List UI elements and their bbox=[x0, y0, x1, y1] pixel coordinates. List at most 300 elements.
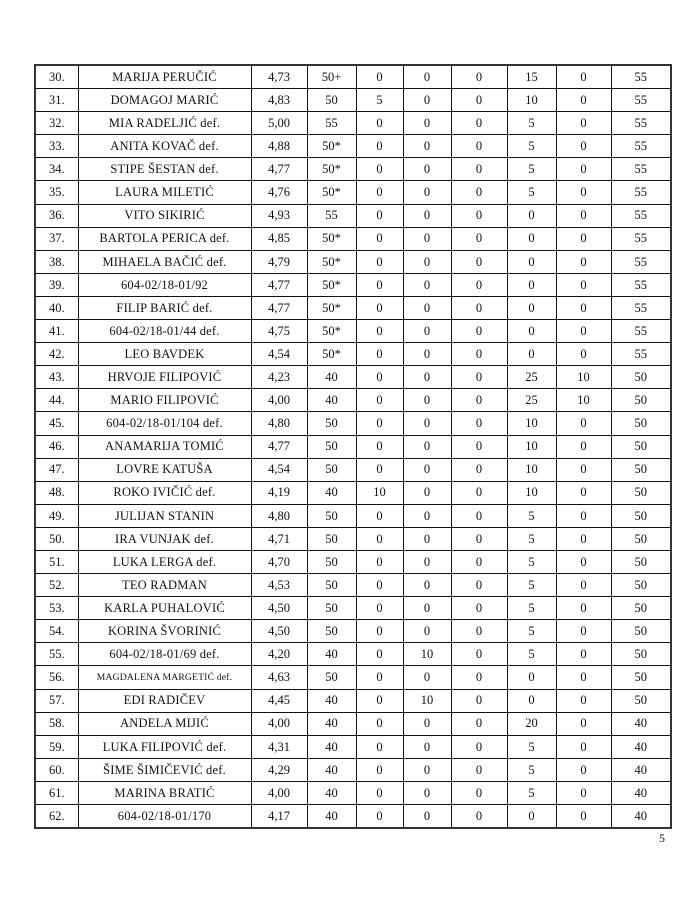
table-row bbox=[35, 481, 671, 504]
points-col1-cell: 50 bbox=[307, 597, 356, 620]
points-col6-cell: 0 bbox=[556, 343, 611, 366]
points-col4-cell: 0 bbox=[451, 689, 507, 712]
points-col3-cell: 0 bbox=[403, 758, 451, 781]
points-col3-cell: 0 bbox=[403, 112, 451, 135]
table-row bbox=[35, 758, 671, 781]
points-col2-cell: 0 bbox=[356, 504, 403, 527]
table-row bbox=[35, 620, 671, 643]
name-cell: 604-02/18-01/170 bbox=[78, 805, 251, 829]
rank-cell: 41. bbox=[35, 320, 78, 343]
points-col6-cell: 0 bbox=[556, 412, 611, 435]
total-points-cell: 40 bbox=[611, 758, 671, 781]
total-points-cell: 50 bbox=[611, 458, 671, 481]
grade-cell: 4,75 bbox=[251, 320, 307, 343]
points-col1-cell: 55 bbox=[307, 112, 356, 135]
total-points-cell: 50 bbox=[611, 527, 671, 550]
total-points-cell: 50 bbox=[611, 389, 671, 412]
points-col4-cell: 0 bbox=[451, 574, 507, 597]
name-cell: STIPE ŠESTAN def. bbox=[78, 158, 251, 181]
points-col3-cell: 0 bbox=[403, 389, 451, 412]
name-cell: MARIJA PERUČIĆ bbox=[78, 65, 251, 89]
points-col1-cell: 40 bbox=[307, 805, 356, 829]
grade-cell: 5,00 bbox=[251, 112, 307, 135]
grade-cell: 4,29 bbox=[251, 758, 307, 781]
points-col2-cell: 10 bbox=[356, 481, 403, 504]
total-points-cell: 55 bbox=[611, 158, 671, 181]
points-col5-cell: 0 bbox=[507, 204, 556, 227]
points-col2-cell: 0 bbox=[356, 412, 403, 435]
points-col6-cell: 0 bbox=[556, 458, 611, 481]
total-points-cell: 50 bbox=[611, 366, 671, 389]
points-col3-cell: 0 bbox=[403, 89, 451, 112]
points-col3-cell: 0 bbox=[403, 296, 451, 319]
grade-cell: 4,80 bbox=[251, 412, 307, 435]
points-col1-cell: 50 bbox=[307, 412, 356, 435]
total-points-cell: 40 bbox=[611, 735, 671, 758]
points-col4-cell: 0 bbox=[451, 204, 507, 227]
points-col1-cell: 50 bbox=[307, 620, 356, 643]
points-col2-cell: 0 bbox=[356, 343, 403, 366]
points-col1-cell: 50* bbox=[307, 181, 356, 204]
name-cell: LEO BAVDEK bbox=[78, 343, 251, 366]
points-col6-cell: 0 bbox=[556, 65, 611, 89]
points-col4-cell: 0 bbox=[451, 227, 507, 250]
points-col3-cell: 0 bbox=[403, 550, 451, 573]
points-col2-cell: 0 bbox=[356, 666, 403, 689]
points-col1-cell: 40 bbox=[307, 735, 356, 758]
table-row bbox=[35, 712, 671, 735]
points-col5-cell: 5 bbox=[507, 550, 556, 573]
rank-cell: 40. bbox=[35, 296, 78, 319]
points-col6-cell: 0 bbox=[556, 135, 611, 158]
points-col2-cell: 0 bbox=[356, 112, 403, 135]
points-col2-cell: 0 bbox=[356, 158, 403, 181]
total-points-cell: 50 bbox=[611, 435, 671, 458]
points-col6-cell: 0 bbox=[556, 273, 611, 296]
points-col5-cell: 5 bbox=[507, 181, 556, 204]
grade-cell: 4,85 bbox=[251, 227, 307, 250]
points-col3-cell: 0 bbox=[403, 273, 451, 296]
grade-cell: 4,80 bbox=[251, 504, 307, 527]
rank-cell: 36. bbox=[35, 204, 78, 227]
points-col2-cell: 0 bbox=[356, 366, 403, 389]
table-row bbox=[35, 666, 671, 689]
rank-cell: 59. bbox=[35, 735, 78, 758]
points-col1-cell: 40 bbox=[307, 781, 356, 804]
points-col1-cell: 40 bbox=[307, 758, 356, 781]
total-points-cell: 50 bbox=[611, 689, 671, 712]
points-col5-cell: 0 bbox=[507, 250, 556, 273]
table-row bbox=[35, 204, 671, 227]
points-col1-cell: 50 bbox=[307, 435, 356, 458]
name-cell: TEO RADMAN bbox=[78, 574, 251, 597]
name-cell: LUKA LERGA def. bbox=[78, 550, 251, 573]
points-col2-cell: 0 bbox=[356, 781, 403, 804]
table-row bbox=[35, 89, 671, 112]
grade-cell: 4,50 bbox=[251, 620, 307, 643]
points-col3-cell: 0 bbox=[403, 158, 451, 181]
points-col5-cell: 0 bbox=[507, 666, 556, 689]
points-col3-cell: 0 bbox=[403, 250, 451, 273]
rank-cell: 39. bbox=[35, 273, 78, 296]
points-col6-cell: 0 bbox=[556, 504, 611, 527]
name-cell: BARTOLA PERICA def. bbox=[78, 227, 251, 250]
points-col6-cell: 0 bbox=[556, 550, 611, 573]
points-col4-cell: 0 bbox=[451, 781, 507, 804]
rank-cell: 43. bbox=[35, 366, 78, 389]
rank-cell: 53. bbox=[35, 597, 78, 620]
name-cell: 604-02/18-01/69 def. bbox=[78, 643, 251, 666]
points-col5-cell: 15 bbox=[507, 65, 556, 89]
points-col6-cell: 0 bbox=[556, 666, 611, 689]
name-cell: MIA RADELJIĆ def. bbox=[78, 112, 251, 135]
table-row bbox=[35, 527, 671, 550]
rank-cell: 48. bbox=[35, 481, 78, 504]
name-cell: KARLA PUHALOVIĆ bbox=[78, 597, 251, 620]
points-col6-cell: 0 bbox=[556, 227, 611, 250]
points-col2-cell: 0 bbox=[356, 597, 403, 620]
rank-cell: 44. bbox=[35, 389, 78, 412]
points-col5-cell: 25 bbox=[507, 366, 556, 389]
name-cell: 604-02/18-01/104 def. bbox=[78, 412, 251, 435]
points-col3-cell: 0 bbox=[403, 781, 451, 804]
grade-cell: 4,54 bbox=[251, 458, 307, 481]
grade-cell: 4,93 bbox=[251, 204, 307, 227]
points-col3-cell: 10 bbox=[403, 643, 451, 666]
points-col2-cell: 0 bbox=[356, 574, 403, 597]
points-col6-cell: 0 bbox=[556, 296, 611, 319]
points-col1-cell: 50* bbox=[307, 320, 356, 343]
grade-cell: 4,70 bbox=[251, 550, 307, 573]
points-col4-cell: 0 bbox=[451, 112, 507, 135]
points-col5-cell: 0 bbox=[507, 227, 556, 250]
points-col6-cell: 0 bbox=[556, 781, 611, 804]
points-col3-cell: 0 bbox=[403, 320, 451, 343]
grade-cell: 4,19 bbox=[251, 481, 307, 504]
name-cell: MAGDALENA MARGETIĆ def. bbox=[78, 666, 251, 689]
points-col6-cell: 0 bbox=[556, 112, 611, 135]
points-col3-cell: 0 bbox=[403, 227, 451, 250]
points-col3-cell: 0 bbox=[403, 574, 451, 597]
table-row bbox=[35, 574, 671, 597]
table-row bbox=[35, 597, 671, 620]
grade-cell: 4,23 bbox=[251, 366, 307, 389]
points-col5-cell: 5 bbox=[507, 135, 556, 158]
points-col1-cell: 40 bbox=[307, 712, 356, 735]
name-cell: ŠIME ŠIMIČEVIĆ def. bbox=[78, 758, 251, 781]
points-col4-cell: 0 bbox=[451, 643, 507, 666]
table-row bbox=[35, 435, 671, 458]
name-cell: LUKA FILIPOVIĆ def. bbox=[78, 735, 251, 758]
name-cell: 604-02/18-01/92 bbox=[78, 273, 251, 296]
rank-cell: 52. bbox=[35, 574, 78, 597]
points-col2-cell: 0 bbox=[356, 227, 403, 250]
total-points-cell: 50 bbox=[611, 574, 671, 597]
points-col5-cell: 25 bbox=[507, 389, 556, 412]
rank-cell: 46. bbox=[35, 435, 78, 458]
rank-cell: 49. bbox=[35, 504, 78, 527]
total-points-cell: 55 bbox=[611, 65, 671, 89]
points-col6-cell: 0 bbox=[556, 758, 611, 781]
points-col4-cell: 0 bbox=[451, 65, 507, 89]
points-col5-cell: 5 bbox=[507, 112, 556, 135]
points-col4-cell: 0 bbox=[451, 343, 507, 366]
table-row bbox=[35, 781, 671, 804]
points-col2-cell: 0 bbox=[356, 181, 403, 204]
total-points-cell: 50 bbox=[611, 666, 671, 689]
name-cell: MIHAELA BAČIĆ def. bbox=[78, 250, 251, 273]
table-row bbox=[35, 412, 671, 435]
points-col4-cell: 0 bbox=[451, 366, 507, 389]
points-col3-cell: 0 bbox=[403, 204, 451, 227]
table-row bbox=[35, 343, 671, 366]
rank-cell: 33. bbox=[35, 135, 78, 158]
grade-cell: 4,83 bbox=[251, 89, 307, 112]
points-col5-cell: 0 bbox=[507, 320, 556, 343]
points-col6-cell: 0 bbox=[556, 597, 611, 620]
points-col3-cell: 0 bbox=[403, 458, 451, 481]
points-col6-cell: 0 bbox=[556, 158, 611, 181]
points-col3-cell: 0 bbox=[403, 620, 451, 643]
points-col2-cell: 0 bbox=[356, 805, 403, 829]
name-cell: ANDELA MIJIĆ bbox=[78, 712, 251, 735]
table-row bbox=[35, 135, 671, 158]
points-col5-cell: 10 bbox=[507, 481, 556, 504]
points-col5-cell: 5 bbox=[507, 735, 556, 758]
total-points-cell: 50 bbox=[611, 643, 671, 666]
points-col4-cell: 0 bbox=[451, 458, 507, 481]
grade-cell: 4,77 bbox=[251, 158, 307, 181]
grade-cell: 4,45 bbox=[251, 689, 307, 712]
points-col5-cell: 10 bbox=[507, 89, 556, 112]
points-col2-cell: 0 bbox=[356, 273, 403, 296]
points-col2-cell: 0 bbox=[356, 527, 403, 550]
table-row bbox=[35, 250, 671, 273]
table-row bbox=[35, 504, 671, 527]
rank-cell: 60. bbox=[35, 758, 78, 781]
points-col4-cell: 0 bbox=[451, 250, 507, 273]
total-points-cell: 55 bbox=[611, 343, 671, 366]
points-col3-cell: 0 bbox=[403, 343, 451, 366]
grade-cell: 4,00 bbox=[251, 389, 307, 412]
points-col1-cell: 40 bbox=[307, 689, 356, 712]
total-points-cell: 50 bbox=[611, 597, 671, 620]
points-col2-cell: 0 bbox=[356, 204, 403, 227]
table-row bbox=[35, 112, 671, 135]
points-col6-cell: 0 bbox=[556, 181, 611, 204]
table-row bbox=[35, 320, 671, 343]
points-col2-cell: 0 bbox=[356, 643, 403, 666]
points-col6-cell: 0 bbox=[556, 250, 611, 273]
points-col4-cell: 0 bbox=[451, 320, 507, 343]
table-row bbox=[35, 181, 671, 204]
points-col5-cell: 10 bbox=[507, 435, 556, 458]
points-col1-cell: 50 bbox=[307, 504, 356, 527]
table-row bbox=[35, 227, 671, 250]
points-col3-cell: 0 bbox=[403, 435, 451, 458]
total-points-cell: 55 bbox=[611, 250, 671, 273]
points-col6-cell: 0 bbox=[556, 481, 611, 504]
name-cell: MARINA BRATIĆ bbox=[78, 781, 251, 804]
name-cell: ANAMARIJA TOMIĆ bbox=[78, 435, 251, 458]
name-cell: LOVRE KATUŠA bbox=[78, 458, 251, 481]
points-col3-cell: 0 bbox=[403, 805, 451, 829]
rank-cell: 61. bbox=[35, 781, 78, 804]
points-col4-cell: 0 bbox=[451, 89, 507, 112]
table-row bbox=[35, 643, 671, 666]
name-cell: KORINA ŠVORINIĆ bbox=[78, 620, 251, 643]
points-col4-cell: 0 bbox=[451, 620, 507, 643]
points-col3-cell: 0 bbox=[403, 504, 451, 527]
name-cell: ROKO IVIČIĆ def. bbox=[78, 481, 251, 504]
points-col2-cell: 0 bbox=[356, 296, 403, 319]
points-col3-cell: 10 bbox=[403, 689, 451, 712]
points-col2-cell: 0 bbox=[356, 435, 403, 458]
points-col1-cell: 40 bbox=[307, 481, 356, 504]
points-col5-cell: 0 bbox=[507, 805, 556, 829]
total-points-cell: 55 bbox=[611, 181, 671, 204]
points-col6-cell: 10 bbox=[556, 389, 611, 412]
points-col2-cell: 0 bbox=[356, 735, 403, 758]
name-cell: MARIO FILIPOVIĆ bbox=[78, 389, 251, 412]
table-row bbox=[35, 273, 671, 296]
points-col2-cell: 0 bbox=[356, 458, 403, 481]
grade-cell: 4,20 bbox=[251, 643, 307, 666]
points-col6-cell: 0 bbox=[556, 204, 611, 227]
total-points-cell: 40 bbox=[611, 781, 671, 804]
points-col3-cell: 0 bbox=[403, 366, 451, 389]
points-col3-cell: 0 bbox=[403, 481, 451, 504]
points-col6-cell: 0 bbox=[556, 89, 611, 112]
grade-cell: 4,79 bbox=[251, 250, 307, 273]
points-col5-cell: 5 bbox=[507, 597, 556, 620]
total-points-cell: 55 bbox=[611, 89, 671, 112]
points-col2-cell: 0 bbox=[356, 320, 403, 343]
rank-cell: 57. bbox=[35, 689, 78, 712]
points-col1-cell: 50 bbox=[307, 527, 356, 550]
points-col1-cell: 50 bbox=[307, 666, 356, 689]
points-col3-cell: 0 bbox=[403, 712, 451, 735]
points-col6-cell: 0 bbox=[556, 735, 611, 758]
points-col4-cell: 0 bbox=[451, 135, 507, 158]
name-cell: HRVOJE FILIPOVIĆ bbox=[78, 366, 251, 389]
points-col5-cell: 5 bbox=[507, 158, 556, 181]
points-col4-cell: 0 bbox=[451, 273, 507, 296]
table-row bbox=[35, 65, 671, 89]
grade-cell: 4,76 bbox=[251, 181, 307, 204]
points-col5-cell: 20 bbox=[507, 712, 556, 735]
total-points-cell: 55 bbox=[611, 204, 671, 227]
points-col6-cell: 0 bbox=[556, 320, 611, 343]
points-col5-cell: 5 bbox=[507, 758, 556, 781]
rank-cell: 51. bbox=[35, 550, 78, 573]
points-col1-cell: 50 bbox=[307, 550, 356, 573]
name-cell: IRA VUNJAK def. bbox=[78, 527, 251, 550]
points-col6-cell: 0 bbox=[556, 435, 611, 458]
points-col3-cell: 0 bbox=[403, 597, 451, 620]
points-col4-cell: 0 bbox=[451, 666, 507, 689]
points-col3-cell: 0 bbox=[403, 181, 451, 204]
rank-cell: 38. bbox=[35, 250, 78, 273]
points-col4-cell: 0 bbox=[451, 597, 507, 620]
name-cell: ANITA KOVAČ def. bbox=[78, 135, 251, 158]
points-col2-cell: 0 bbox=[356, 712, 403, 735]
rank-cell: 45. bbox=[35, 412, 78, 435]
rank-cell: 54. bbox=[35, 620, 78, 643]
table-row bbox=[35, 366, 671, 389]
points-col4-cell: 0 bbox=[451, 527, 507, 550]
points-col3-cell: 0 bbox=[403, 735, 451, 758]
points-col4-cell: 0 bbox=[451, 412, 507, 435]
points-col1-cell: 55 bbox=[307, 204, 356, 227]
table-row bbox=[35, 550, 671, 573]
points-col2-cell: 5 bbox=[356, 89, 403, 112]
points-col1-cell: 50 bbox=[307, 89, 356, 112]
points-col2-cell: 0 bbox=[356, 389, 403, 412]
rank-cell: 47. bbox=[35, 458, 78, 481]
name-cell: 604-02/18-01/44 def. bbox=[78, 320, 251, 343]
name-cell: EDI RADIČEV bbox=[78, 689, 251, 712]
grade-cell: 4,17 bbox=[251, 805, 307, 829]
total-points-cell: 55 bbox=[611, 320, 671, 343]
points-col3-cell: 0 bbox=[403, 412, 451, 435]
points-col3-cell: 0 bbox=[403, 527, 451, 550]
points-col4-cell: 0 bbox=[451, 435, 507, 458]
points-col6-cell: 0 bbox=[556, 620, 611, 643]
name-cell: VITO SIKIRIĆ bbox=[78, 204, 251, 227]
rank-cell: 55. bbox=[35, 643, 78, 666]
grade-cell: 4,31 bbox=[251, 735, 307, 758]
name-cell: JULIJAN STANIN bbox=[78, 504, 251, 527]
grade-cell: 4,77 bbox=[251, 435, 307, 458]
points-col3-cell: 0 bbox=[403, 135, 451, 158]
rank-cell: 37. bbox=[35, 227, 78, 250]
total-points-cell: 55 bbox=[611, 227, 671, 250]
grade-cell: 4,88 bbox=[251, 135, 307, 158]
rank-cell: 58. bbox=[35, 712, 78, 735]
points-col2-cell: 0 bbox=[356, 550, 403, 573]
total-points-cell: 50 bbox=[611, 620, 671, 643]
results-table bbox=[34, 64, 672, 829]
points-col6-cell: 0 bbox=[556, 805, 611, 829]
grade-cell: 4,50 bbox=[251, 597, 307, 620]
points-col1-cell: 40 bbox=[307, 643, 356, 666]
grade-cell: 4,00 bbox=[251, 712, 307, 735]
points-col1-cell: 50* bbox=[307, 158, 356, 181]
points-col1-cell: 50* bbox=[307, 250, 356, 273]
points-col3-cell: 0 bbox=[403, 65, 451, 89]
points-col5-cell: 10 bbox=[507, 458, 556, 481]
points-col1-cell: 50* bbox=[307, 343, 356, 366]
points-col5-cell: 5 bbox=[507, 781, 556, 804]
points-col5-cell: 0 bbox=[507, 296, 556, 319]
points-col4-cell: 0 bbox=[451, 712, 507, 735]
points-col1-cell: 50* bbox=[307, 135, 356, 158]
table-body bbox=[35, 65, 671, 828]
points-col2-cell: 0 bbox=[356, 758, 403, 781]
points-col1-cell: 50* bbox=[307, 273, 356, 296]
rank-cell: 30. bbox=[35, 65, 78, 89]
points-col1-cell: 50 bbox=[307, 458, 356, 481]
points-col2-cell: 0 bbox=[356, 250, 403, 273]
total-points-cell: 55 bbox=[611, 135, 671, 158]
table-row bbox=[35, 458, 671, 481]
points-col6-cell: 10 bbox=[556, 366, 611, 389]
points-col6-cell: 0 bbox=[556, 643, 611, 666]
points-col4-cell: 0 bbox=[451, 181, 507, 204]
points-col2-cell: 0 bbox=[356, 620, 403, 643]
total-points-cell: 55 bbox=[611, 112, 671, 135]
